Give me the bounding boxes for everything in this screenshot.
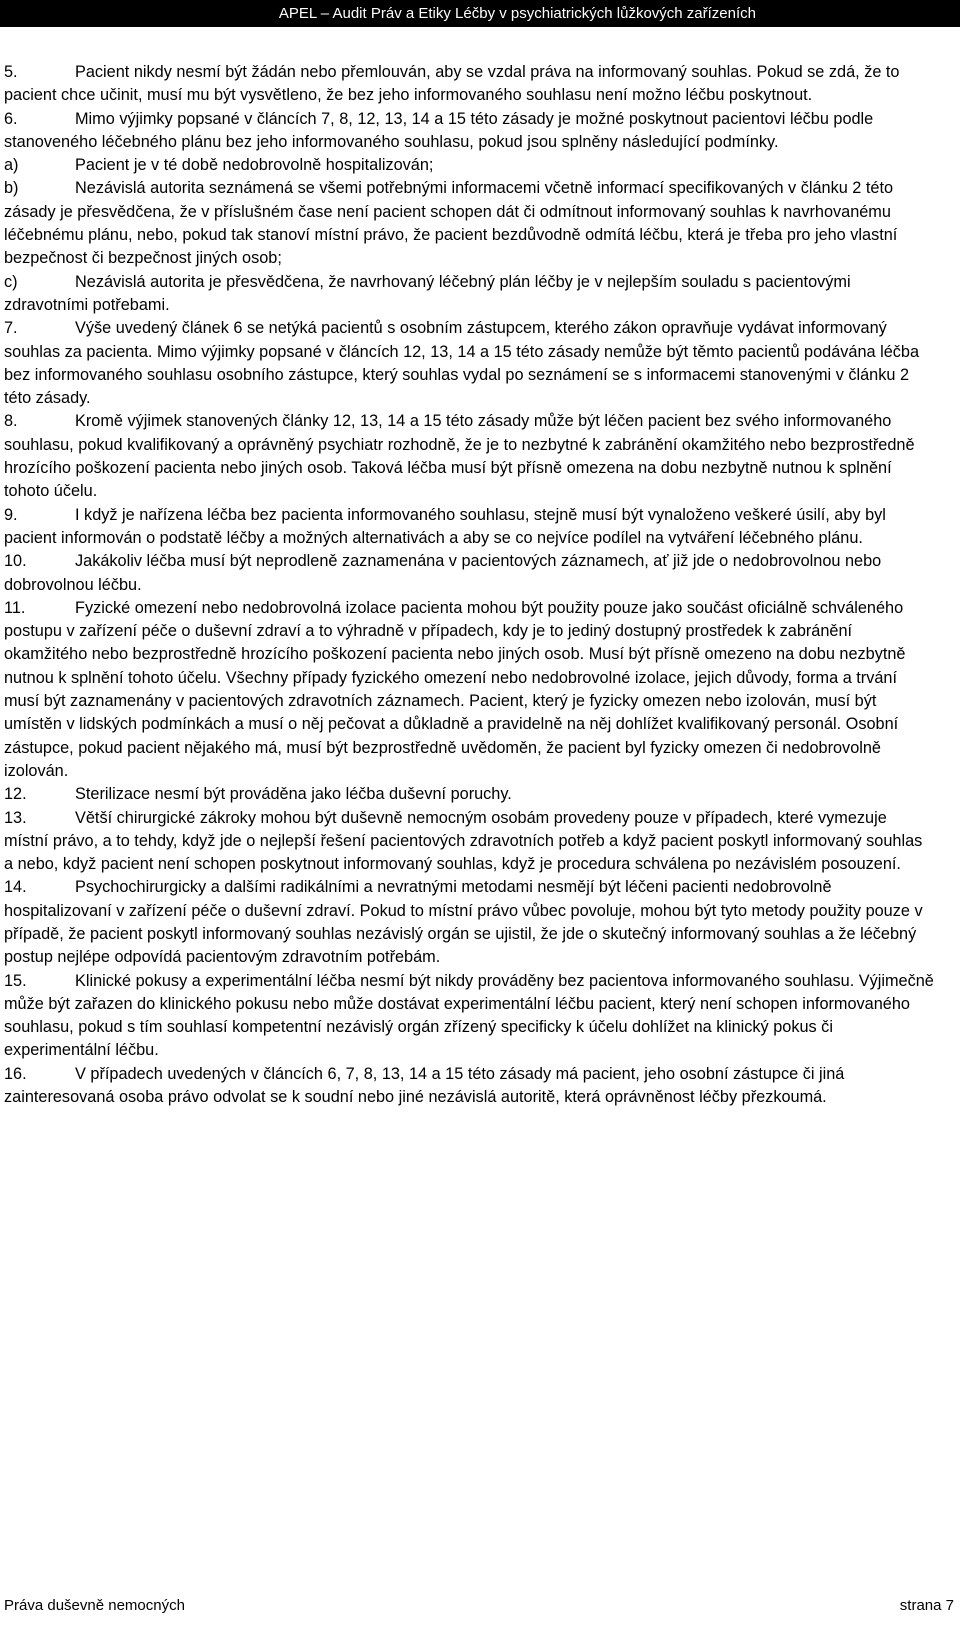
paragraph-13 (4, 807, 934, 877)
paragraph-text: I když je nařízena léčba bez pacienta informovaného souhlasu, stejně musí být vynaloženo veškeré úsilí, aby byl pacient informován o podstatě léčby a možných alternativách a aby se co nejvíce podílel na vytváření léčebného plánu. (4, 505, 886, 547)
paragraph-text: Jakákoliv léčba musí být neprodleně zaznamenána v pacientových záznamech, ať již jde o nedobrovolnou nebo dobrovolnou léčbu. (4, 552, 882, 594)
paragraph-number: 9. (4, 505, 18, 524)
paragraph-8 (4, 410, 934, 503)
paragraph-number: 10. (4, 552, 27, 571)
paragraph-number: 8. (4, 412, 18, 431)
paragraph-5 (4, 61, 934, 108)
page-header (0, 0, 960, 27)
paragraph-a (4, 154, 934, 177)
paragraph-text: Nezávislá autorita je přesvědčena, že navrhovaný léčebný plán léčby je v nejlepším souladu s pacientovými zdravotními potřebami. (4, 272, 851, 314)
paragraph-number: 5. (4, 63, 18, 81)
paragraph-7 (4, 317, 934, 410)
paragraph-number: 15. (4, 971, 27, 990)
paragraph-text: Větší chirurgické zákroky mohou být duševně nemocným osobám provedeny pouze v případech, které vymezuje místní právo, a to tehdy, když jde o nejlepší řešení pacientových zdravotních potřeb a když pacient poskytl informovaný souhlas a nebo, když pacient není schopen poskytnout informovaný souhlas, když je procedura schválena po nezávislém posouzení. (4, 808, 923, 874)
paragraph-10 (4, 550, 934, 597)
paragraph-16 (4, 1063, 934, 1110)
header-title: APEL – Audit Práv a Etiky Léčby v psychiatrických lůžkových zařízeních (278, 5, 756, 22)
paragraph-11 (4, 597, 934, 783)
paragraph-number: 13. (4, 808, 27, 827)
paragraph-number: 6. (4, 109, 18, 128)
paragraph-text: Psychochirurgicky a dalšími radikálními a nevratnými metodami nesmějí být léčeni pacienti nedobrovolně hospitalizovaní v zařízení péče o duševní zdraví. Pokud to místní právo vůbec povoluje, mohou být tyto metody použity pouze v případě, že pacient poskytl informovaný souhlas nezávislý orgán se ujistil, že jde o skutečný informovaný souhlas a že léčebný postup nejlépe odpovídá pacientovým zdravotním potřebám. (4, 878, 923, 967)
paragraph-text: Klinické pokusy a experimentální léčba nesmí být nikdy prováděny bez pacientova informovaného souhlasu. Výjimečně může být zařazen do klinického pokusu nebo může dostávat experimentální léčbu pacient, který není schopen informovaného souhlasu, pokud s tím souhlasí kompetentní nezávislý orgán zřízený specificky k účelu dohlížet na klinický pokus či experimentální léčbu. (4, 971, 934, 1060)
paragraph-number: 7. (4, 319, 18, 338)
paragraph-text: Pacient nikdy nesmí být žádán nebo přemlouván, aby se vzdal práva na informovaný souhlas. Pokud se zdá, že to pacient chce učinit, musí mu být vysvětleno, že bez jeho informovaného souhlasu není možno léčbu poskytnout. (4, 63, 900, 105)
paragraph-number: 11. (4, 598, 26, 617)
paragraph-15 (4, 970, 934, 1063)
paragraph-text: Kromě výjimek stanovených články 12, 13, 14 a 15 této zásady může být léčen pacient bez svého informovaného souhlasu, pokud kvalifikovaný a oprávněný psychiatr rozhodně, že je to nezbytné k zabránění okamžitého nebo bezprostředně hrozícího poškození pacienta nebo jiných osob. Taková léčba musí být přísně omezena na dobu nezbytně nutnou k splnění tohoto účelu. (4, 412, 915, 501)
paragraph-6 (4, 108, 934, 155)
paragraph-text: Mimo výjimky popsané v článcích 7, 8, 12, 13, 14 a 15 této zásady je možné poskytnout pacientovi léčbu podle stanoveného léčebného plánu bez jeho informovaného souhlasu, pokud jsou splněny následující podmínky. (4, 109, 874, 151)
paragraph-text: Fyzické omezení nebo nedobrovolná izolace pacienta mohou být použity pouze jako součást oficiálně schváleného postupu v zařízení péče o duševní zdraví a to výhradně v případech, kdy je to jediný dostupný prostředek k zabránění okamžitého nebo bezprostředně hrozícího poškození pacienta nebo jiných osob. Musí být přísně omezeno na dobu nezbytně nutnou k splnění tohoto účelu. Všechny případy fyzického omezení nebo nedobrovolné izolace, jejich důvody, forma a trvání musí být zaznamenány v pacientových zdravotních záznamech. Pacient, který je fyzicky omezen nebo izolován, musí být umístěn v lidských podmínkách a musí o něj pečovat a důkladně a pravidelně na něj dohlížet kvalifikovaný personál. Osobní zástupce, pokud pacient nějakého má, musí být bezprostředně uvědoměn, že pacient byl fyzicky omezen či nedobrovolně izolován. (4, 598, 906, 780)
document-body (4, 61, 934, 1109)
paragraph-number: b) (4, 179, 19, 198)
paragraph-number: c) (4, 272, 18, 291)
paragraph-text: V případech uvedených v článcích 6, 7, 8, 13, 14 a 15 této zásady má pacient, jeho osobní zástupce či jiná zainteresovaná osoba právo odvolat se k soudní nebo jiné nezávislá autoritě, která oprávněnost léčby přezkoumá. (4, 1064, 845, 1107)
paragraph-text: Nezávislá autorita seznámená se všemi potřebnými informacemi včetně informací specifikovaných v článku 2 této zásady je přesvědčena, že v příslušném čase není pacient schopen dát či odmítnout informovaný souhlas k navrhovanému léčebnému plánu, nebo, pokud tak stanoví místní právo, že pacient bezdůvodně odmítá léčbu, která je třeba pro jeho vlastní bezpečnost či bezpečnost jiných osob; (4, 179, 898, 268)
page-number: strana 7 (899, 1597, 954, 1614)
paragraph-text: Sterilizace nesmí být prováděna jako léčba duševní poruchy. (75, 785, 512, 804)
paragraph-text: Pacient je v té době nedobrovolně hospitalizován; (75, 156, 434, 175)
paragraph-12 (4, 783, 934, 806)
footer-document-title: Práva duševně nemocných (4, 1597, 185, 1614)
paragraph-b (4, 177, 934, 270)
paragraph-14 (4, 876, 934, 969)
paragraph-9 (4, 504, 934, 551)
paragraph-number: 16. (4, 1064, 27, 1083)
paragraph-c (4, 271, 934, 318)
paragraph-number: 14. (4, 878, 27, 897)
paragraph-number: 12. (4, 785, 27, 804)
paragraph-text: Výše uvedený článek 6 se netýká pacientů s osobním zástupcem, kterého zákon opravňuje vydávat informovaný souhlas za pacienta. Mimo výjimky popsané v článcích 12, 13, 14 a 15 této zásady nemůže být těmto pacientů podávána léčba bez informovaného souhlasu osobního zástupce, který souhlas vydal po seznámení se s informacemi stanovenými v článku 2 této zásady. (4, 319, 920, 408)
paragraph-number: a) (4, 156, 19, 175)
